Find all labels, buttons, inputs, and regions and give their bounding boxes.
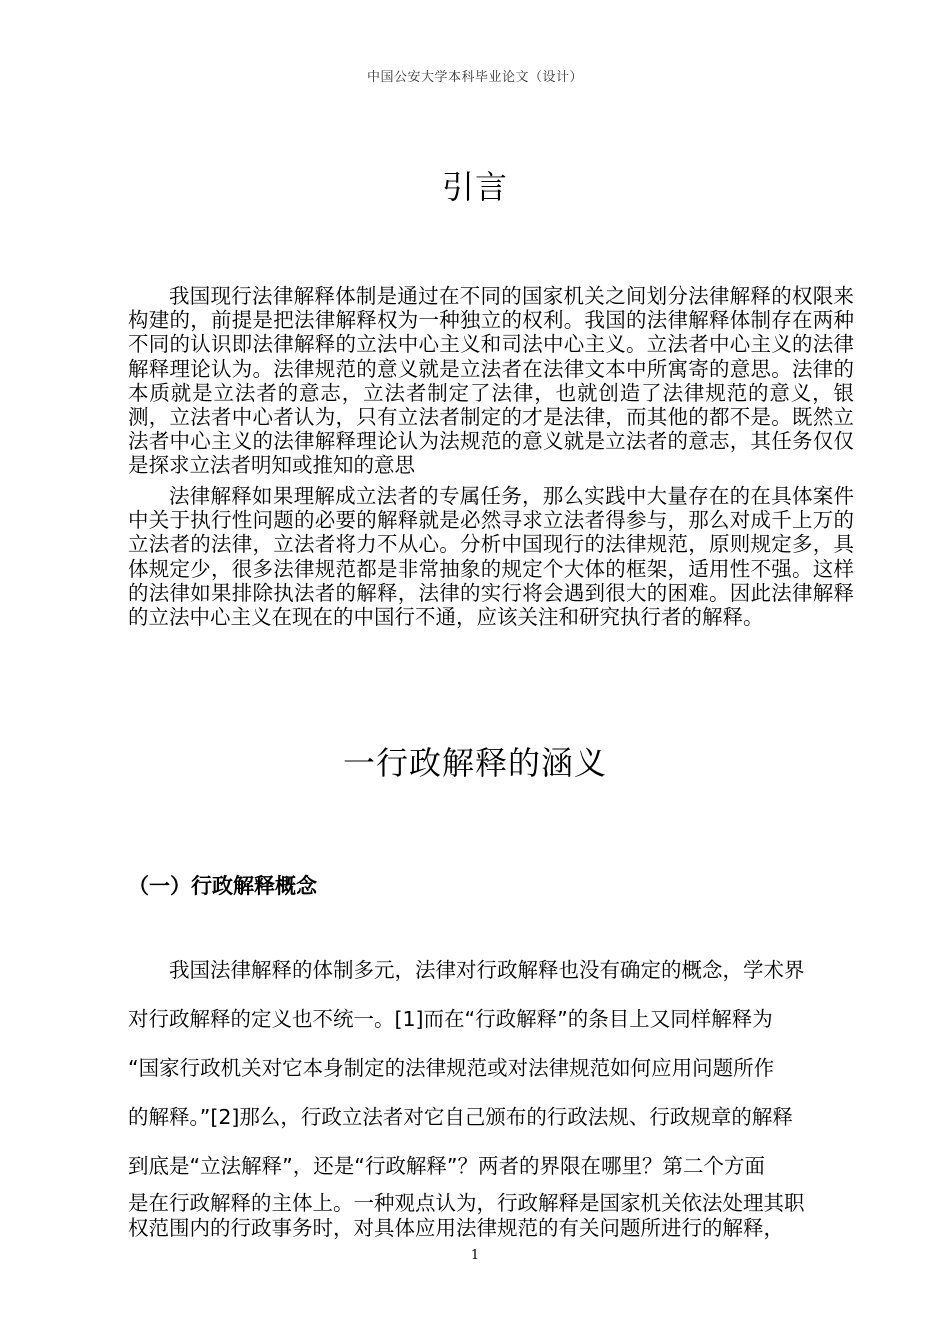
page-number: 1 [470,1248,480,1263]
section-heading: （一）行政解释概念 [128,874,317,898]
chapter-heading: 一行政解释的涵义 [342,744,607,782]
section-paragraph [128,946,854,1241]
intro-heading: 引言 [441,168,508,206]
intro-paragraph-2: 法律解释如果理解成立法者的专属任务，那么实践中大量存在的在具体案件中关于执行性问题的必要的解释就是必然寻求立法者得参与，那么对成千上万的立法者的法律，立法者将力不从心。分析中国现行的法律规范，原则规定多，具体规定少，很多法律规范都是非常抽象的规定个大体的框架，适用性不强。这样的法律如果排除执法者的解释，法律的实行将会遇到很大的困难。因此法律解释的立法中心主义在现在的中国行不通，应该关注和研究执行者的解释。 [128,484,854,630]
running-header: 中国公安大学本科毕业论文（设计） [366,70,583,85]
paragraph-line: 是在行政解释的主体上。一种观点认为，行政解释是国家机关依法处理其职 [128,1191,805,1215]
paragraph-line: 权范围内的行政事务时，对具体应用法律规范的有关问题所进行的解释， [128,1216,784,1240]
paragraph-line: 我国法律解释的体制多元，法律对行政解释也没有确定的概念，学术界 [169,958,805,982]
intro-paragraph-1: 我国现行法律解释体制是通过在不同的国家机关之间划分法律解释的权限来构建的，前提是把法律解释权为一种独立的权利。我国的法律解释体制存在两种不同的认识即法律解释的立法中心主义和司法中心主义。立法者中心主义的法律解释理论认为。法律规范的意义就是立法者在法律文本中所寓寄的意思。法律的本质就是立法者的意志，立法者制定了法律，也就创造了法律规范的意义，银测，立法者中心者认为，只有立法者制定的才是法律，而其他的都不是。既然立法者中心主义的法律解释理论认为法规范的意义就是立法者的意志，其任务仅仅是探求立法者明知或推知的意思 [128,284,854,478]
paragraph-line: “国家行政机关对它本身制定的法律规范或对法律规范如何应用问题所作 [128,1056,775,1080]
paragraph-line: 到底是“立法解释”，还是“行政解释”？两者的界限在哪里？第二个方面 [128,1154,765,1178]
paragraph-line: 的解释。”[2]那么，行政立法者对它自己颁布的行政法规、行政规章的解释 [128,1105,793,1129]
paragraph-line: 对行政解释的定义也不统一。[1]而在“行政解释”的条目上又同样解释为 [128,1007,773,1031]
